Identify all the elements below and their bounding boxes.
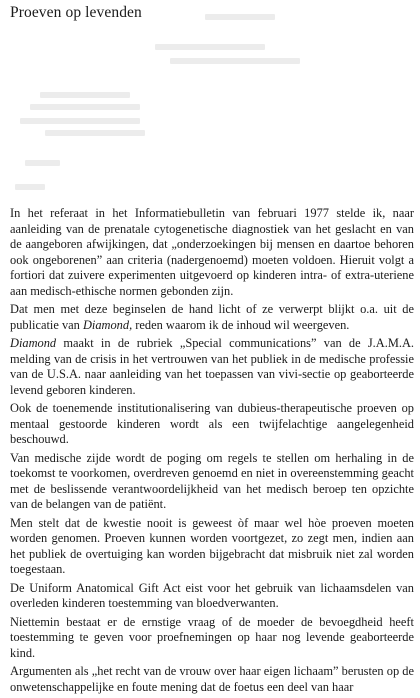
paragraph-p5 [10, 451, 414, 513]
paragraph-text: Van medische zijde wordt de poging om regels te stellen om herhaling in de toekomst te voorkomen, overdreven genoemd en niet in overeenstemming geacht met de beslissende verantwoordelijkheid van het medisch beroep ten opzichte van de belangen van de patiënt. [10, 450, 414, 511]
paragraph-p3 [10, 336, 414, 398]
paragraph-text: Men stelt dat de kwestie nooit is geweest òf maar wel hòe proeven moeten worden genomen. Proeven kunnen worden voortgezet, zo zegt men, indien aan het publiek de overtuiging kan worden bijgebracht dat misbruik niet zal worden toegestaan. [10, 515, 414, 576]
paragraph-text: maakt in de rubriek „Special communications” van de J.A.M.A. melding van de crisis in het vertrouwen van het publiek in de medische professie van de U.S.A. naar aanleiding van het toepassen van vivi-sectie op geaborteerde levend geboren kinderen. [10, 336, 414, 397]
paragraph-p2 [10, 302, 414, 333]
paragraph-p6 [10, 516, 414, 578]
paragraph-text: De Uniform Anatomical Gift Act eist voor het gebruik van lichaamsdelen van overleden kinderen toestemming van bloedverwanten. [10, 580, 414, 610]
italic-text: Diamond [10, 336, 57, 350]
paragraph-text: Dat men met deze beginselen de hand licht of ze verwerpt blijkt o.a. uit de publicatie van [10, 302, 414, 332]
italic-text: Diamond, [82, 317, 133, 332]
article-body [10, 206, 414, 698]
paragraph-text: Niettemin bestaat er de ernstige vraag of de moeder de bevoegdheid heeft toestemming te geven voor proefnemingen op haar nog levende geaborteerde kind. [10, 614, 414, 660]
paragraph-p8 [10, 615, 414, 662]
page-title: Proeven op levenden [10, 4, 142, 21]
paragraph-text: Argumenten als „het recht van de vrouw over haar eigen lichaam” berusten op de onwetenschappelijke en foute mening dat de foetus een deel van haar [10, 664, 414, 694]
paragraph-text: In het referaat in het Informatiebulletin van februari 1977 stelde ik, naar aanleiding van de prenatale cytogenetische diagnostiek van het geslacht en van de aangeboren afwijkingen, dat „onderzoekingen bij mensen en daartoe behoren ook ongeborenen” aan criteria (nadergenoemd) moeten voldoen. Hieruit volgt a fortiori dat zuivere experimenten uitgevoerd op kinderen intra- of extra-uteriene aan medisch-ethische normen gebonden zijn. [10, 206, 414, 298]
paragraph-text: reden waarom ik de inhoud wil weergeven. [132, 317, 350, 332]
paragraph-text: Ook de toenemende institutionalisering van dubieus-therapeutische proeven op mentaal gestoorde kinderen wordt als een twijfelachtige aangelegenheid beschouwd. [10, 401, 414, 446]
paragraph-p9 [10, 664, 414, 695]
paragraph-p1 [10, 206, 414, 299]
paragraph-p7 [10, 581, 414, 612]
paragraph-p4 [10, 401, 414, 448]
